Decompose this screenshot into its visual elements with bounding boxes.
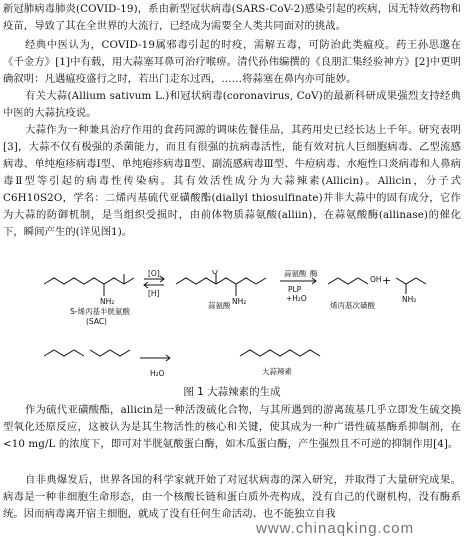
reaction-scheme (40, 270, 440, 382)
label-alliin: 蒜氨酸 (208, 301, 231, 310)
label-allinase: 蒜氨酸 (284, 270, 307, 278)
label-nh2-alliin: NH₂ (232, 297, 247, 306)
watermark: www.chinaqking.com (256, 520, 415, 537)
label-reduce: [H] (148, 289, 160, 298)
label-water: +H₂O (286, 294, 307, 303)
label-nh2-product: NH₂ (402, 295, 417, 304)
figure-caption: 图 1 大蒜辣素的生成 (183, 386, 281, 398)
sac-chain (44, 278, 124, 284)
label-oh: OH (370, 275, 382, 284)
label-minus-water: H₂O (150, 369, 165, 378)
label-sac: S-烯丙基半胱氨酸 (70, 307, 130, 316)
label-nh2-sac: NH₂ (100, 297, 115, 306)
label-sac-abbr: (SAC) (86, 317, 107, 326)
paragraph-thiosulfinate: 作为硫代亚磺酸酯，allicin是一种活泼硫化合物，与其所遇到的游离巯基几乎立即发生硫交换型氧化还原反应，这被认为是其生物活性的核心和关键，使其成为一种广谱性硫基酶系抑制剂，在<10 mg/L 的浓度下，即可对半胱氨酸蛋白酶，如木瓜蛋白酶，产生强烈且不可逆的抑制作用[4]。 (3, 404, 461, 450)
paragraph-virus: 自非典爆发后，世界各国的科学家就开始了对冠状病毒的深入研究，并取得了大量研究成果。病毒是一种非细胞生命形态，由一个核酸长链和蛋白质外壳构成，没有自己的代谢机构，没有酶系统。因而病毒离开宿主细胞，就成了没有任何生命活动、也不能独立自我 (3, 474, 461, 520)
paragraph-allicin: 大蒜作为一种兼具治疗作用的食药同源的调味佐餐佳品，其药用史已经长达上千年。研究表明[3]，大蒜不仅有极强的杀菌能力，而且有很强的抗病毒活性，能有效对抗人巨细胞病毒、乙型流感病毒、单纯疱疹病毒Ⅰ型、单纯疱疹病毒Ⅱ型、副流感病毒Ⅲ型、牛痘病毒、水疱性口炎病毒和人鼻病毒Ⅱ型等引起的病毒性传染病。其有效活性成分为大蒜辣素(Allicin)。Allicin，分子式C6H10S2O，学名：二烯丙基硫代亚磺酸酯(diallyl thiosulfinate)并非大蒜中的固有成分，它作为大蒜的防御机制，是当组织受损时，由前体物质蒜氨酸(alliin)，在蒜氨酸酶(allinase)的催化下，瞬间产生的(详见图1)。 (3, 124, 461, 238)
paragraph-tcm: 经典中医认为，COVID-19属邪毒引起的时疫，需解五毒，可防治此类瘟疫。药王孙思邈在《千金方》[1]中有载，用大蒜塞耳鼻可治疗喉痹。清代孙伟编撰的《良朋汇集经验神方》[2]中更明确叙明：凡遇瘟疫盛行之时，若出门走东过西，……将蒜塞在鼻内亦可能妙。 (3, 39, 461, 85)
figure-allicin-formation (40, 270, 440, 382)
label-sulfenic: 烯丙基次磺酸 (330, 301, 375, 310)
label-plus: + (382, 274, 392, 287)
label-allinase-2: 酶 (310, 270, 318, 278)
paragraph-garlic-cov: 有关大蒜(Allium sativum L.)和冠状病毒(coronavirus, CoV)的最新科研成果强烈支持经典中医的大蒜抗疫说。 (3, 90, 461, 119)
label-oxidize: [O] (148, 270, 160, 278)
label-allicin: 大蒜辣素 (262, 367, 292, 376)
label-o: O (212, 270, 218, 276)
label-plp: PLP (288, 285, 302, 294)
paragraph-intro: 新冠肺病毒肺炎(COVID-19)，系由新型冠状病毒(SARS-CoV-2)感染引起的疾病，因无特效药物和疫苗，导致了其在全世界的大流行，已经成为需要全人类共同面对的挑战。 (3, 3, 461, 32)
